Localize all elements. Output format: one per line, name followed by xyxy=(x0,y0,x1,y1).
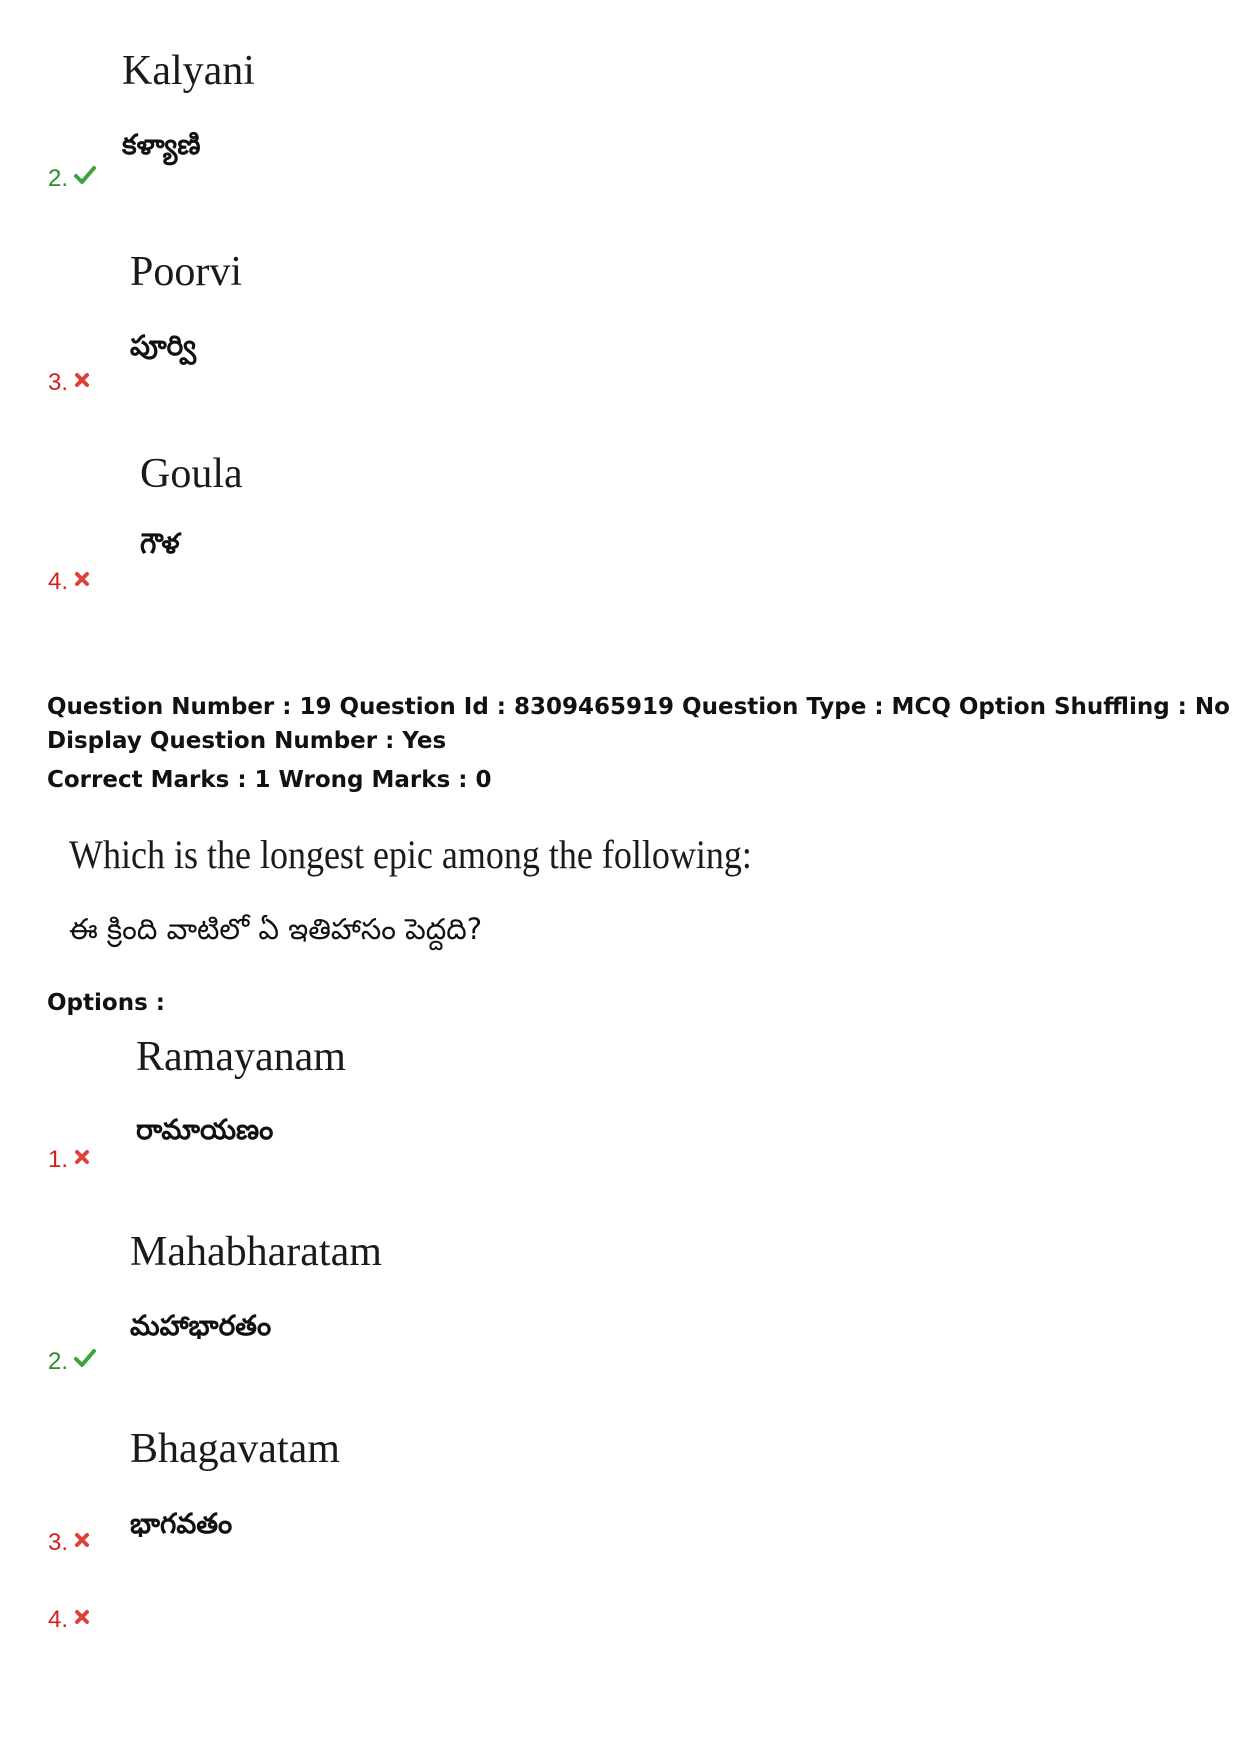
option-number-label: 2. xyxy=(48,1348,69,1375)
cross-icon xyxy=(74,1532,90,1548)
option-number xyxy=(48,1529,90,1557)
option-text-te: మహాభారతం xyxy=(130,1309,272,1342)
question-text-te: ఈ క్రింది వాటిలో ఏ ఇతిహాసం పెద్దది? xyxy=(69,912,483,946)
option-number-label: 4. xyxy=(48,568,69,595)
option-text-en: Poorvi xyxy=(130,249,243,295)
question-meta-line-2: Display Question Number : Yes xyxy=(47,728,447,754)
option-number-label: 3. xyxy=(48,369,69,396)
option-text-en: Ramayanam xyxy=(136,1034,346,1080)
option-text-te: పూర్వి xyxy=(130,329,197,362)
option-text-en: Mahabharatam xyxy=(130,1229,382,1275)
cross-icon xyxy=(74,571,90,587)
option-number xyxy=(48,369,90,397)
option-number xyxy=(48,1348,96,1376)
option-number-label: 3. xyxy=(48,1529,69,1556)
option-text-te: భాగవతం xyxy=(130,1507,233,1540)
option-text-te: కళ్యాణి xyxy=(122,128,201,161)
option-text-en: Bhagavatam xyxy=(130,1426,340,1472)
option-number xyxy=(48,568,90,596)
cross-icon xyxy=(74,1609,90,1625)
option-text-en: Goula xyxy=(140,451,243,497)
check-icon xyxy=(74,166,96,184)
option-number xyxy=(48,1606,90,1634)
option-number-label: 2. xyxy=(48,165,69,192)
question-marks-line: Correct Marks : 1 Wrong Marks : 0 xyxy=(47,767,492,793)
option-number-label: 4. xyxy=(48,1606,69,1633)
option-number xyxy=(48,1146,90,1174)
option-text-en: Kalyani xyxy=(122,48,255,94)
question-text-en: Which is the longest epic among the following: xyxy=(69,832,752,877)
options-label: Options : xyxy=(47,990,165,1016)
question-meta-line-1: Question Number : 19 Question Id : 8309465919 Question Type : MCQ Option Shuffling : No xyxy=(47,694,1230,720)
cross-icon xyxy=(74,372,90,388)
cross-icon xyxy=(74,1149,90,1165)
option-number-label: 1. xyxy=(48,1146,69,1173)
check-icon xyxy=(74,1349,96,1367)
option-text-te: రామాయణం xyxy=(136,1113,274,1146)
option-number xyxy=(48,165,96,193)
option-text-te: గౌళ xyxy=(140,527,180,560)
